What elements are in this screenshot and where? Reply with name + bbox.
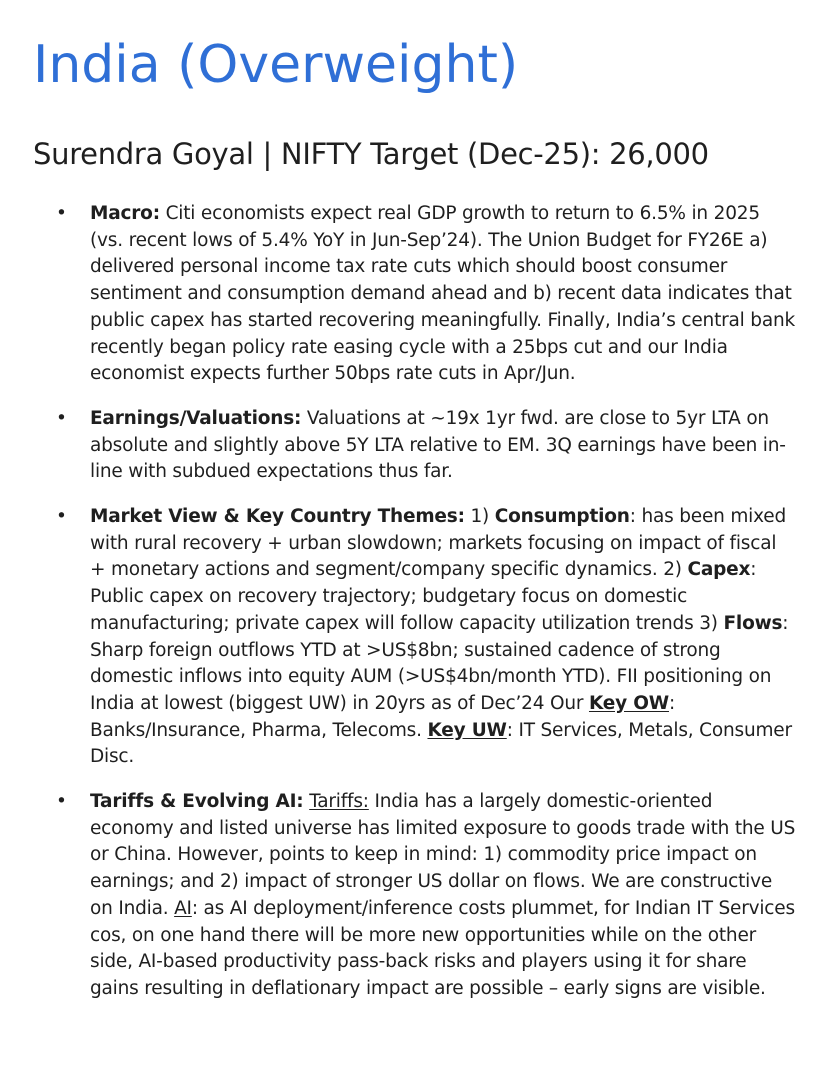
key-uw-label: Key UW	[427, 719, 507, 741]
flows-label: Flows	[723, 612, 783, 634]
market-view-text: : Banks/Insurance, Pharma, Telecoms.	[90, 692, 676, 741]
market-view-text: : has been mixed with rural recovery + urban slowdown; markets focusing on impact of fiscal + monetary actions and segment/company specific dynamics. 2)	[90, 506, 787, 581]
bullet-dot: •	[56, 506, 67, 528]
consumption-label: Consumption	[494, 506, 630, 528]
tariffs-ai-label: Tariffs & Evolving AI:	[90, 791, 304, 813]
tariffs-text: : as AI deployment/inference costs plummet, for Indian IT Services cos, on one hand there will be more new opportunities while on the other side, AI-based productivity pass-back risks and players using it for share gains resulting in deflationary impact are possible – early signs are visible.	[90, 897, 795, 999]
market-view-text: 1)	[464, 506, 495, 528]
bullet-earnings-valuations	[56, 406, 796, 486]
market-view-text: : IT Services, Metals, Consumer Disc.	[90, 719, 792, 768]
key-ow-label: Key OW	[588, 692, 669, 714]
earnings-label: Earnings/Valuations:	[90, 407, 302, 429]
ai-sub-label: AI	[174, 897, 192, 919]
bullet-dot: •	[56, 407, 67, 429]
capex-label: Capex	[687, 559, 751, 581]
bullet-market-view	[56, 504, 796, 771]
bullet-list	[56, 201, 796, 1003]
bullet-dot: •	[56, 791, 67, 813]
tariffs-text: India has a largely domestic-oriented economy and listed universe has limited exposure to goods trade with the US or China. However, points to keep in mind: 1) commodity price impact on earnings; and 2) impact of stronger US dollar on flows. We are constructive on India.	[90, 791, 796, 919]
macro-label: Macro:	[90, 203, 160, 224]
market-view-text: : Public capex on recovery trajectory; budgetary focus on domestic manufacturing; private capex will follow capacity utilization trends 3)	[90, 559, 757, 634]
macro-text: Citi economists expect real GDP growth to return to 6.5% in 2025 (vs. recent lows of 5.4% YoY in Jun-Sep’24). The Union Budget for FY26E a) delivered personal income tax rate cuts which should boost consumer sentiment and consumption demand ahead and b) recent data indicates that public capex has started recovering meaningfully. Finally, India’s central bank recently began policy rate easing cycle with a 25bps cut and our India economist expects further 50bps rate cuts in Apr/Jun.	[90, 203, 796, 385]
earnings-text: Valuations at ~19x 1yr fwd. are close to 5yr LTA on absolute and slightly above 5Y LTA relative to EM. 3Q earnings have been in-line with subdued expectations thus far.	[90, 407, 786, 483]
market-view-label: Market View & Key Country Themes:	[90, 506, 465, 528]
bullet-dot: •	[56, 203, 67, 224]
page-subtitle: Surendra Goyal | NIFTY Target (Dec-25): 26,000	[33, 137, 709, 171]
bullet-macro	[56, 201, 796, 388]
tariffs-sub-label: Tariffs:	[309, 791, 369, 813]
market-view-text: : Sharp foreign outflows YTD at >US$8bn; sustained cadence of strong domestic inflows into equity AUM (>US$4bn/month YTD). FII positioning on India at lowest (biggest UW) in 20yrs as of Dec’24 Our	[90, 612, 789, 714]
page-title: India (Overweight)	[33, 35, 519, 95]
bullet-tariffs-ai	[56, 789, 796, 1003]
